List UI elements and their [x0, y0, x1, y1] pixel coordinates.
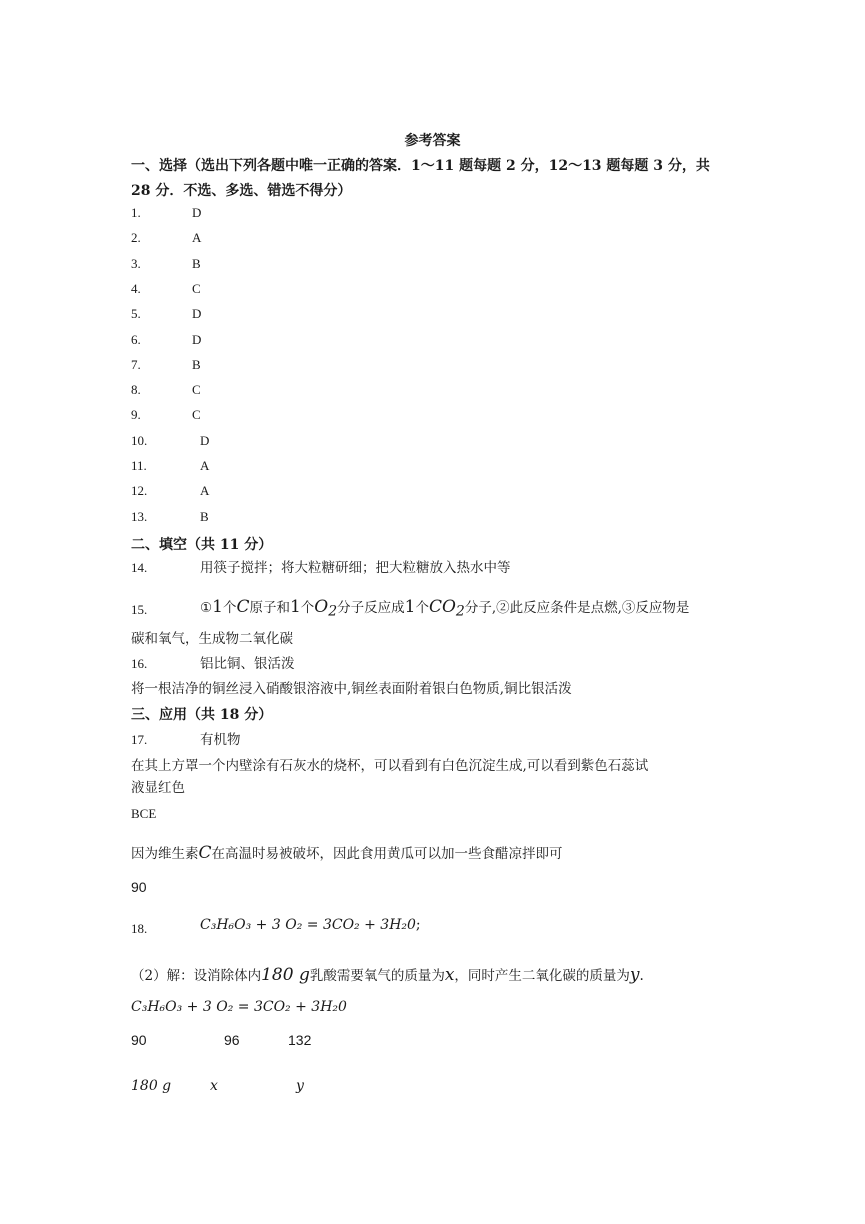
q17-number: 17.	[131, 732, 148, 747]
choice-item-number: 10.	[131, 433, 148, 448]
q15-oxygen: O	[314, 597, 329, 617]
choice-item-answer: A	[200, 458, 210, 473]
choice-item-answer: C	[192, 281, 201, 296]
q17-bce: BCE	[131, 806, 157, 821]
q17-vitc-text-b: 在高温时易被破坏，因此食用黄瓜可以加一些食醋凉拌即可	[211, 846, 563, 862]
q18-value-180g: 180 g	[131, 1078, 172, 1094]
q18-part2-line	[131, 966, 644, 985]
q14-answer: 用筷子搅拌；将大粒糖研细；把大粒糖放入热水中等	[200, 560, 511, 576]
choice-item-answer: B	[192, 256, 201, 271]
q18-equation	[200, 916, 421, 934]
q16-answer-line2: 将一根洁净的铜丝浸入硝酸银溶液中,铜丝表面附着银白色物质,铜比银活泼	[131, 681, 572, 697]
choice-item-answer: C	[192, 407, 201, 422]
q18-value-y: y	[296, 1078, 304, 1094]
choice-item-answer: D	[192, 306, 202, 321]
q15-carbon: C	[236, 597, 250, 617]
q16-number: 16.	[131, 656, 148, 671]
q18-molar-mass-1: 90	[131, 1032, 147, 1048]
q15-co2-sub: 2	[455, 603, 465, 620]
choice-item-number: 5.	[131, 306, 141, 321]
q18-part2-180g: 180 g	[261, 965, 310, 985]
choice-item-answer: B	[200, 509, 209, 524]
q18-molar-mass-2: 96	[224, 1032, 240, 1048]
q18-number: 18.	[131, 921, 148, 936]
q17-answer-line2: 在其上方罩一个内壁涂有石灰水的烧杯，可以看到有白色沉淀生成,可以看到紫色石蕊试	[131, 758, 649, 774]
q17-vitamin-c-line	[131, 844, 563, 863]
choice-item-number: 7.	[131, 357, 141, 372]
q16-answer: 铝比铜、银活泼	[200, 656, 295, 672]
q14-number: 14.	[131, 560, 148, 575]
q15-one-3: 1	[404, 597, 416, 617]
q15-number: 15.	[131, 602, 148, 617]
q15-ge-2: 个	[300, 600, 315, 616]
q18-part2-text-d: .	[639, 968, 644, 984]
choice-item-number: 3.	[131, 256, 141, 271]
choice-item-number: 6.	[131, 332, 141, 347]
section1-heading-line1: 一、选择（选出下列各题中唯一正确的答案．1～11 题每题 2 分，12～13 题每题 3 分，共	[131, 158, 710, 174]
q18-semicolon: ;	[415, 917, 421, 933]
q17-answer: 有机物	[200, 732, 241, 748]
q18-part2-text-b: 乳酸需要氧气的质量为	[309, 968, 445, 984]
choice-item-number: 1.	[131, 205, 141, 220]
section1-heading-line2: 28 分．不选、多选、错选不得分）	[131, 183, 352, 199]
q15-text-d: 分子,②此反应条件是点燃,③反应物是	[464, 600, 690, 616]
page-title: 参考答案	[404, 133, 461, 149]
q17-vitc-text-a: 因为维生素	[131, 846, 199, 862]
q18-part2-x: x	[444, 965, 455, 985]
q15-text-a: ①	[200, 600, 213, 616]
q15-text-b: 原子和	[249, 600, 290, 616]
q15-ge-1: 个	[222, 600, 237, 616]
choice-item-answer: D	[192, 332, 202, 347]
q15-answer-line2: 碳和氧气，生成物二氧化碳	[131, 631, 293, 647]
q18-part2-y: y	[629, 965, 640, 985]
choice-item-number: 4.	[131, 281, 141, 296]
q15-oxygen-sub: 2	[328, 603, 338, 620]
q17-vitc-symbol: C	[198, 843, 212, 863]
q15-answer-line1	[200, 598, 689, 621]
choice-item-number: 2.	[131, 230, 141, 245]
q18-molar-mass-3: 132	[288, 1032, 312, 1048]
section3-heading: 三、应用（共 18 分）	[131, 707, 273, 723]
q17-answer-line3: 液显红色	[131, 780, 185, 796]
choice-item-number: 9.	[131, 407, 141, 422]
q18-part2-text-a: （2）解：设消除体内	[131, 968, 262, 984]
choice-item-answer: D	[192, 205, 202, 220]
choice-item-answer: C	[192, 382, 201, 397]
choice-item-number: 11.	[131, 458, 147, 473]
choice-item-answer: A	[192, 230, 202, 245]
choice-item-number: 13.	[131, 509, 148, 524]
choice-item-answer: B	[192, 357, 201, 372]
q15-ge-3: 个	[415, 600, 429, 616]
q18-part2-text-c: ，同时产生二氧化碳的质量为	[454, 968, 630, 984]
q18-equation-2: C₃H₆O₃ + 3 O₂ = 3CO₂ + 3H₂0	[131, 999, 347, 1015]
choice-item-number: 8.	[131, 382, 141, 397]
q15-one-2: 1	[289, 597, 301, 617]
choice-item-answer: A	[200, 483, 210, 498]
section2-heading: 二、填空（共 11 分）	[131, 537, 273, 553]
q17-value-90: 90	[131, 879, 147, 895]
q15-text-c: 分子反应成	[337, 600, 405, 616]
choice-item-number: 12.	[131, 483, 148, 498]
q18-value-x: x	[210, 1078, 218, 1094]
choice-item-answer: D	[200, 433, 210, 448]
q15-one-1: 1	[212, 597, 223, 617]
q18-equation-text: C₃H₆O₃ + 3 O₂ = 3CO₂ + 3H₂0	[200, 917, 416, 933]
q15-co2: CO	[428, 597, 456, 617]
